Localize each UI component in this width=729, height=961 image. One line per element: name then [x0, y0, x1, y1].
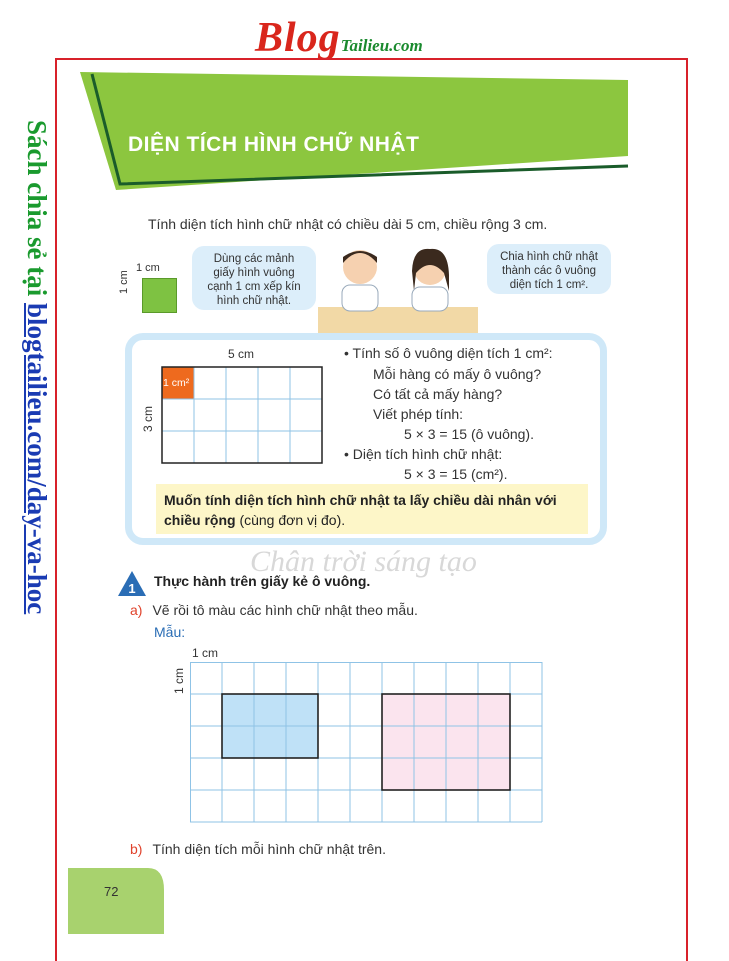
girl-shirt [412, 287, 448, 311]
exercise-number: 1 [128, 581, 136, 596]
bubble-left-line: hình chữ nhật. [216, 295, 292, 307]
blog-logo [255, 14, 423, 62]
intro-text: Tính diện tích hình chữ nhật có chiều dài 5 cm, chiều rộng 3 cm. [148, 216, 548, 232]
side-credit [20, 120, 54, 760]
page-number-tab [68, 868, 168, 934]
area-rule-bold: Muốn tính diện tích hình chữ nhật ta lấy chiều dài nhân với chiều rộng [164, 492, 557, 528]
bubble-left-line: giấy hình vuông [213, 267, 295, 279]
sample-label: Mẫu: [154, 624, 186, 640]
bubble-left-line: Dùng các mảnh [213, 253, 295, 265]
bubble-right-line: Chia hình chữ nhật [500, 251, 598, 263]
example-line: Mỗi hàng có mấy ô vuông? [373, 366, 542, 382]
practice-grid-top-label: 1 cm [192, 646, 219, 660]
unit-cell-label: 1 cm² [163, 377, 190, 389]
bubble-left-line: cạnh 1 cm xếp kín [207, 281, 301, 293]
grid-length-label: 5 cm [228, 347, 255, 361]
grid-width-label: 3 cm [141, 405, 155, 432]
part-b-text: Tính diện tích mỗi hình chữ nhật trên. [152, 841, 386, 857]
example-line: Có tất cả mấy hàng? [373, 386, 503, 402]
unit-square-top-label: 1 cm [136, 262, 160, 274]
example-line: 5 × 3 = 15 (cm²). [404, 466, 508, 482]
bubble-right-line: diện tích 1 cm². [509, 279, 589, 291]
example-line: • Tính số ô vuông diện tích 1 cm²: [344, 345, 553, 361]
example-line: Viết phép tính: [373, 406, 464, 422]
speech-bubble-right [487, 244, 611, 294]
part-a-letter: a) [130, 602, 143, 618]
example-line: • Diện tích hình chữ nhật: [344, 446, 503, 462]
page-tab-shape [68, 868, 164, 934]
children-illustration [318, 245, 478, 337]
exercise-title: Thực hành trên giấy kẻ ô vuông. [154, 573, 371, 589]
bubble-right-line: thành các ô vuông [502, 265, 596, 277]
practice-grid [190, 662, 543, 824]
part-a-text: Vẽ rồi tô màu các hình chữ nhật theo mẫu. [152, 602, 418, 618]
side-credit-link[interactable]: blogtailieu.com/day-va-hoc [22, 303, 52, 615]
example-line: 5 × 3 = 15 (ô vuông). [404, 426, 534, 442]
part-b-letter: b) [130, 841, 143, 857]
unit-square [142, 278, 177, 313]
area-rule [156, 484, 588, 534]
side-credit-text [20, 120, 54, 760]
logo-sub-text: Tailieu.com [340, 36, 423, 55]
banner-shape [80, 72, 628, 190]
side-credit-label: Sách chia sẻ tại [22, 120, 52, 304]
exercise-number-badge [118, 571, 148, 597]
watermark-text: Chân trời sáng tạo [250, 545, 477, 578]
speech-bubble-left [192, 246, 316, 310]
logo-main-text: Blog [255, 15, 341, 61]
boy-shirt [342, 285, 378, 311]
page-number: 72 [104, 884, 119, 899]
exercise-part-a [130, 602, 418, 618]
unit-square-side-label: 1 cm [118, 270, 130, 294]
practice-grid-side-label: 1 cm [172, 667, 186, 694]
exercise-part-b [130, 841, 386, 857]
area-rule-normal: (cùng đơn vị đo). [235, 512, 346, 528]
lesson-title: DIỆN TÍCH HÌNH CHỮ NHẬT [128, 133, 420, 156]
